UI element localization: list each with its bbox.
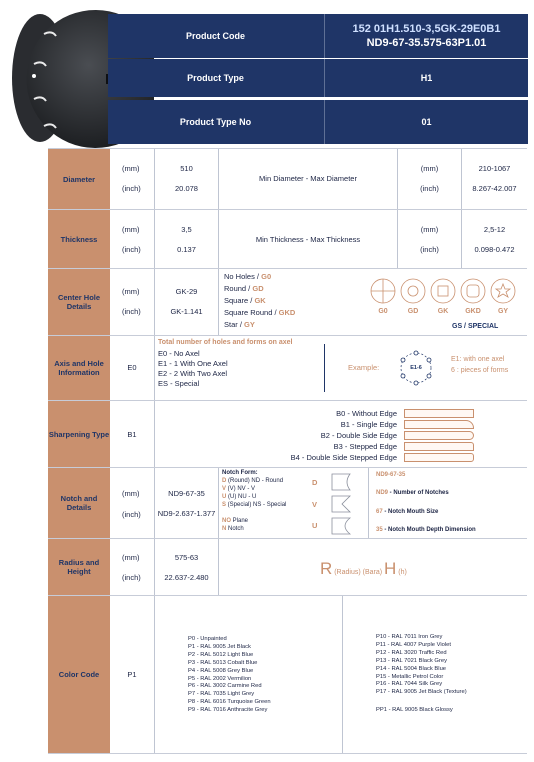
hole-icon-code-4: GY [497, 308, 509, 315]
unit-inch: (inch) [122, 245, 141, 254]
color-item: P5 - RAL 2002 Vermilion [188, 675, 252, 682]
product-type-no-value: 01 [324, 100, 528, 144]
color-item: P10 - RAL 7011 Iron Grey [376, 634, 443, 640]
unit-mm: (mm) [122, 553, 140, 562]
edge-shape-b4 [404, 453, 474, 462]
notch-legend-1: ND9 - Number of Notches [376, 490, 449, 496]
color-item: P13 - RAL 7021 Black Grey [376, 657, 447, 664]
axis-option-4: ES - Special [158, 379, 200, 388]
product-type-value: H1 [324, 59, 528, 97]
product-code-label: Product Code [185, 31, 245, 41]
notch-plane-row: NO Plane [222, 518, 249, 524]
hole-icon-code-2: GK [437, 308, 449, 315]
color-item: P7 - RAL 7035 Light Grey [188, 691, 255, 698]
color-item: P4 - RAL 5008 Grey Blue [188, 667, 254, 674]
axis-note-2: 6 : pieces of forms [451, 367, 509, 374]
range-unit-mm: (mm) [420, 164, 439, 173]
notch-legend-2: 67 - Notch Mouth Size [376, 509, 439, 515]
color-item: P3 - RAL 5013 Cobalt Blue [188, 659, 258, 666]
unit-mm: (mm) [122, 287, 140, 296]
notch-form-row-2: V (V) NV - V [222, 486, 256, 492]
sharpening-section [48, 400, 527, 467]
unit-inch: (inch) [122, 510, 141, 519]
notch-form-row-4: S (Special) NS - Special [222, 502, 287, 508]
color-item: P16 - RAL 7044 Silk Grey [376, 681, 443, 688]
notch-form-row-3: U (U) NU - U [222, 494, 257, 500]
axis-hole-section [48, 335, 527, 400]
radius-section [48, 538, 527, 595]
color-item-extra: PP1 - RAL 9005 Black Glossy [376, 707, 453, 714]
sharpening-value: B1 [127, 430, 137, 439]
axis-option-1: E0 - No Axel [158, 349, 200, 358]
axis-option-2: E1 - 1 With One Axel [158, 359, 228, 368]
hole-option-5: Star / GY [224, 320, 255, 329]
radius-label: Radius and Height [48, 539, 110, 595]
center-hole-inch-value: GK-1.141 [170, 307, 203, 316]
product-type-no-label: Product Type No [179, 117, 252, 127]
notch-shape-icons [330, 472, 356, 536]
axis-option-3: E2 - 2 With Two Axel [158, 369, 228, 378]
hole-icon-code-1: GD [407, 308, 419, 315]
notch-legend-3: 35 - Notch Mouth Depth Dimension [376, 527, 476, 533]
sharpening-option-3: B2 - Double Side Edge [320, 431, 397, 440]
unit-mm: (mm) [122, 489, 140, 498]
product-type-row [108, 59, 528, 97]
product-code-line1: 152 01H1.510-3,5GK-29E0B1 [352, 23, 501, 35]
diameter-inch-value: 20.078 [175, 184, 198, 193]
radius-mm-value: 575-63 [174, 553, 199, 562]
color-item: P14 - RAL 5004 Black Blue [376, 665, 447, 672]
axis-example-label: Example: [348, 363, 380, 372]
hole-shape-icons [368, 277, 524, 307]
color-item: P2 - RAL 5012 Light Blue [188, 651, 254, 658]
color-code-section [48, 595, 527, 754]
sharpening-option-2: B1 - Single Edge [340, 420, 397, 429]
color-code-label: Color Code [48, 596, 110, 753]
center-hole-section [48, 268, 527, 335]
hole-special-note: GS / SPECIAL [452, 323, 499, 330]
color-item: P0 - Unpainted [188, 636, 227, 642]
color-item: P15 - Metallic Petrol Color [376, 673, 444, 680]
color-item: P8 - RAL 6016 Turquoise Green [188, 699, 271, 706]
thickness-range-label: Min Thickness - Max Thickness [255, 235, 361, 244]
edge-shape-b1 [404, 420, 474, 429]
unit-inch: (inch) [122, 573, 141, 582]
notch-code-example: ND9-67-35 [376, 472, 406, 478]
product-type-label: Product Type [187, 73, 244, 83]
center-hole-label: Center Hole Details [48, 269, 110, 335]
hole-option-3: Square / GK [224, 296, 266, 305]
color-item: P1 - RAL 9005 Jet Black [188, 643, 251, 650]
thickness-range-inch: 0.098-0.472 [474, 245, 515, 254]
edge-shape-b2 [404, 431, 474, 440]
thickness-range-mm: 2,5-12 [483, 225, 506, 234]
thickness-section [48, 209, 527, 268]
axis-hole-label: Axis and Hole Information [48, 336, 110, 400]
axis-hole-title: Total number of holes and forms on axel [158, 339, 293, 346]
notch-notch-row: N Notch [222, 526, 244, 532]
diameter-range-inch: 8.267-42.007 [472, 184, 517, 193]
unit-inch: (inch) [122, 184, 141, 193]
thickness-mm-value: 3,5 [181, 225, 192, 234]
product-type-no-row [108, 100, 528, 144]
notch-mm-value: ND9-67-35 [168, 489, 205, 498]
unit-mm: (mm) [122, 164, 140, 173]
axis-note-1: E1: with one axel [451, 356, 505, 363]
notch-shape-letter-u: U [312, 521, 318, 530]
notch-label: Notch and Details [48, 468, 110, 538]
unit-inch: (inch) [122, 307, 141, 316]
notch-shape-letter-d: D [312, 478, 318, 487]
color-list-right [376, 634, 467, 715]
diameter-mm-value: 510 [180, 164, 193, 173]
product-code-row [108, 14, 528, 58]
radius-height-legend: R (Radius) (Bara) H (h) [320, 559, 407, 578]
product-code-line2: ND9-67-35.575-63P1.01 [366, 37, 487, 49]
sharpening-option-1: B0 - Without Edge [336, 409, 397, 418]
radius-inch-value: 22.637-2.480 [164, 573, 209, 582]
hole-option-2: Round / GD [224, 284, 264, 293]
color-item: P12 - RAL 3020 Traffic Red [376, 649, 447, 656]
hole-icon-code-0: G0 [378, 308, 388, 315]
axis-example-badge: E1-6 [410, 365, 422, 371]
color-item: P6 - RAL 3002 Carmine Red [188, 683, 262, 690]
thickness-label: Thickness [48, 210, 110, 268]
diameter-label: Diameter [48, 149, 110, 209]
diameter-range-label: Min Diameter - Max Diameter [259, 174, 357, 183]
thickness-inch-value: 0.137 [177, 245, 196, 254]
sharpening-label: Sharpening Type [48, 401, 110, 467]
diameter-range-mm: 210-1067 [478, 164, 511, 173]
range-unit-inch: (inch) [420, 184, 439, 193]
color-item: P17 - RAL 9005 Jet Black (Texture) [376, 689, 467, 696]
range-unit-inch: (inch) [420, 245, 439, 254]
hole-option-4: Square Round / GKD [224, 308, 296, 317]
notch-section [48, 467, 527, 538]
sharpening-option-4: B3 - Stepped Edge [333, 442, 397, 451]
hole-icon-code-3: GKD [465, 308, 481, 315]
hole-option-1: No Holes / G0 [224, 272, 272, 281]
unit-mm: (mm) [122, 225, 140, 234]
edge-shape-b3 [404, 442, 474, 451]
sharpening-option-5: B4 - Double Side Stepped Edge [290, 453, 397, 462]
notch-inch-value: ND9-2.637-1.377 [157, 509, 216, 518]
notch-form-title: Notch Form: [222, 470, 258, 476]
color-code-value: P1 [127, 670, 137, 679]
axis-hole-value: E0 [127, 363, 137, 372]
color-item: P9 - RAL 7016 Anthracite Grey [188, 707, 268, 714]
range-unit-mm: (mm) [420, 225, 439, 234]
edge-shape-b0 [404, 409, 474, 418]
color-list-left [188, 636, 271, 715]
center-hole-mm-value: GK-29 [175, 287, 198, 296]
diameter-section [48, 148, 527, 209]
notch-shape-letter-v: V [312, 500, 318, 509]
notch-form-row-1: D (Round) ND - Round [222, 478, 284, 484]
color-item: P11 - RAL 4007 Purple Violet [376, 641, 451, 648]
